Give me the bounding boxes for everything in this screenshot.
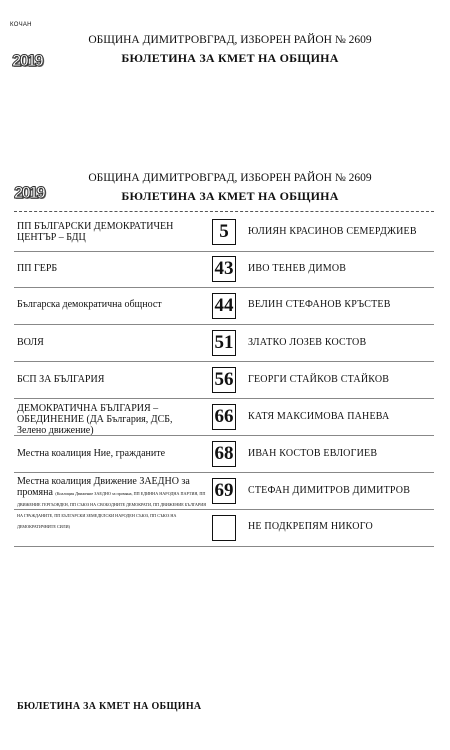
- row-divider: [14, 398, 434, 399]
- party-name: ПП ГЕРБ: [17, 263, 58, 274]
- none-option-box[interactable]: [212, 515, 236, 541]
- party-name: ПП БЪЛГАРСКИ ДЕМОКРАТИЧЕН ЦЕНТЪР – БДЦ: [17, 221, 174, 243]
- stub-label: КОЧАН: [10, 22, 32, 28]
- row-divider: [14, 435, 434, 436]
- row-divider: [14, 287, 434, 288]
- footer-title: БЮЛЕТИНА ЗА КМЕТ НА ОБЩИНА: [17, 701, 202, 712]
- party-block: [17, 476, 207, 531]
- none-option-label: НЕ ПОДКРЕПЯМ НИКОГО: [248, 521, 373, 532]
- candidate-name: ГЕОРГИ СТАЙКОВ СТАЙКОВ: [248, 374, 390, 385]
- party-name: ВОЛЯ: [17, 337, 44, 348]
- ballot-number-box[interactable]: 51: [212, 330, 236, 356]
- row-divider: [14, 361, 434, 362]
- party-name: Местна коалиция Ние, гражданите: [17, 448, 166, 459]
- party-coalition-note: (Коалиция Движение ЗАЕДНО за промяна, ПП ЕДИННА НАРОДНА ПАРТИЯ, ПП ДВИЖЕНИЕ ГЕРГЬОВДЕН, ПП СЪЮЗ НА СВОБОДНИТЕ ДЕМОКРАТИ, ПП ДВИЖЕНИЕ БЪЛГАРИЯ НА ГРАЖДАНИТЕ, ПП БЪЛГАРСКИ ЗЕМЕДЕЛСКИ НАРОДЕН СЪЮЗ, ПП СЪЮЗ НА ДЕМОКРАТИЧНИТЕ СИЛИ): [17, 491, 207, 529]
- row-divider: [14, 251, 434, 252]
- candidate-name: КАТЯ МАКСИМОВА ПАНЕВА: [248, 411, 390, 422]
- party-name: Българска демократична общност: [17, 299, 162, 310]
- candidate-name: ИВАН КОСТОВ ЕВЛОГИЕВ: [248, 448, 378, 459]
- candidate-name: ВЕЛИН СТЕФАНОВ КРЪСТЕВ: [248, 299, 391, 310]
- ballot-number-box[interactable]: 69: [212, 478, 236, 504]
- ballot-number-box[interactable]: 44: [212, 293, 236, 319]
- perforation-line: [14, 211, 434, 212]
- ballot-number-box[interactable]: 56: [212, 367, 236, 393]
- ballot-year-logo: 2019: [14, 183, 44, 202]
- row-divider: [14, 472, 434, 473]
- candidate-name: ЮЛИЯН КРАСИНОВ СЕМЕРДЖИЕВ: [248, 226, 417, 237]
- party-name: Местна коалиция Движение ЗАЕДНО за промяна: [17, 476, 190, 498]
- ballot-number-box[interactable]: 43: [212, 256, 236, 282]
- stub-header-line1: ОБЩИНА ДИМИТРОВГРАД, ИЗБОРЕН РАЙОН № 2609: [88, 34, 372, 46]
- ballot-header-line2: БЮЛЕТИНА ЗА КМЕТ НА ОБЩИНА: [121, 189, 339, 203]
- ballot-number-box[interactable]: 5: [212, 219, 236, 245]
- row-divider: [14, 509, 434, 510]
- candidate-name: ИВО ТЕНЕВ ДИМОВ: [248, 263, 347, 274]
- ballot-number-box[interactable]: 68: [212, 441, 236, 467]
- stub-year-logo: 2019: [12, 51, 42, 70]
- row-divider: [14, 324, 434, 325]
- ballot-number-box[interactable]: 66: [212, 404, 236, 430]
- stub-header-line2: БЮЛЕТИНА ЗА КМЕТ НА ОБЩИНА: [121, 51, 339, 65]
- ballot-header-line1: ОБЩИНА ДИМИТРОВГРАД, ИЗБОРЕН РАЙОН № 2609: [88, 172, 372, 184]
- party-name: ДЕМОКРАТИЧНА БЪЛГАРИЯ – ОБЕДИНЕНИЕ (ДА България, ДСБ, Зелено движение): [17, 403, 173, 436]
- party-name: БСП ЗА БЪЛГАРИЯ: [17, 374, 105, 385]
- candidate-name: ЗЛАТКО ЛОЗЕВ КОСТОВ: [248, 337, 367, 348]
- candidate-name: СТЕФАН ДИМИТРОВ ДИМИТРОВ: [248, 485, 411, 496]
- row-divider: [14, 546, 434, 547]
